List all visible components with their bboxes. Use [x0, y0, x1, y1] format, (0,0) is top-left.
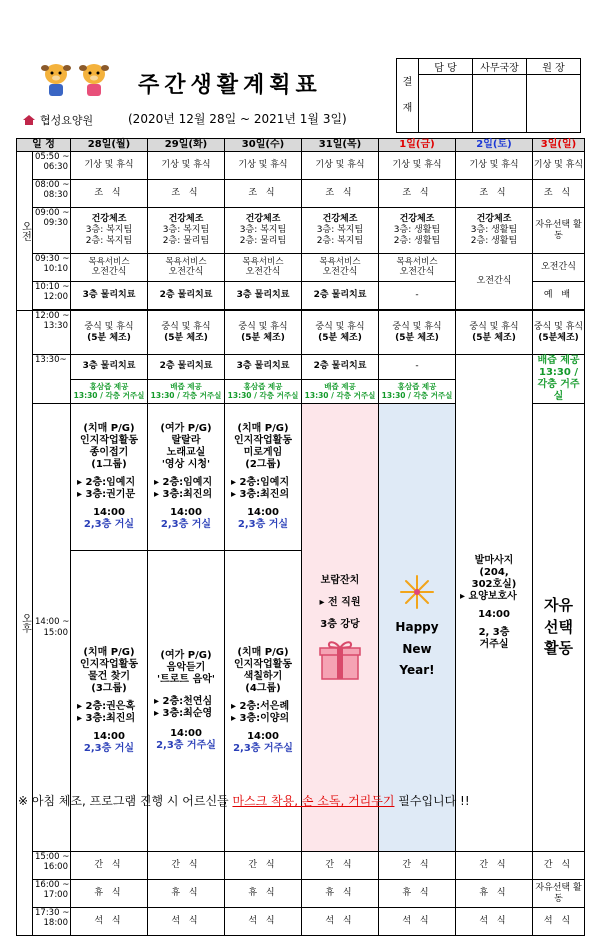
approval-role: 사무국장 [473, 59, 527, 75]
prog-line: 인지작업활동 [234, 659, 292, 670]
team-line: 2층: 복지팀 [316, 235, 364, 246]
prog-line: 물건 찾기 [87, 671, 131, 682]
time-start: 09:30 ~ [35, 254, 70, 264]
cell-program-fri [379, 404, 456, 852]
lunch-sub: (5분 체조) [164, 332, 208, 343]
prog-line: 종이접기 [89, 447, 129, 458]
cell-bath [302, 254, 379, 282]
time-slot [33, 180, 71, 208]
lunch-label: 중식 및 휴식 [161, 321, 211, 332]
prog-line: 발마사지 [474, 555, 514, 566]
team-line: 3층: 생활팀 [470, 225, 518, 236]
header-day: 28일(월) [71, 139, 148, 152]
cell-program-mon-a [71, 404, 148, 551]
cell-drink [302, 379, 379, 404]
prog-line: 노래교실 [166, 447, 206, 458]
cell-snack: 간 식 [379, 852, 456, 880]
time-slot [33, 908, 71, 936]
cell-foot-massage [456, 355, 533, 852]
prog-line: Year! [399, 663, 435, 678]
time-start: 10:10 ~ [35, 282, 70, 292]
prog-line: 인지작업활동 [234, 435, 292, 446]
drink-label: 배즙 제공 [170, 382, 202, 392]
drink-time: 13:30 / 각층 거주실 [227, 391, 299, 401]
prog-line: 14:00 [93, 507, 125, 518]
cell-drink [71, 379, 148, 404]
cell-snack: 간 식 [71, 852, 148, 880]
prog-line: 거주실 [479, 639, 509, 650]
section-pm [17, 311, 33, 936]
prog-line: 14:00 [170, 507, 202, 518]
prog-line: ▸ 2층:임예지 [154, 477, 213, 488]
lunch-sub: (5분 체조) [472, 332, 516, 343]
cell-dinner: 석 식 [225, 908, 302, 936]
prog-line: 302호실) [471, 579, 517, 590]
cell-lunch [379, 311, 456, 355]
cell-free-activity: 자유선택 활동 [533, 208, 585, 254]
cell-program-tue-a [148, 404, 225, 551]
cell-breakfast: 조 식 [302, 180, 379, 208]
lunch-sub: (5분체조) [538, 332, 579, 343]
time-slot [33, 852, 71, 880]
lunch-label: 중식 및 휴식 [315, 321, 365, 332]
cell-snack: 간 식 [225, 852, 302, 880]
cell-dinner: 석 식 [302, 908, 379, 936]
prog-line: 14:00 [93, 731, 125, 742]
cell-breakfast: 조 식 [533, 180, 585, 208]
cell-breakfast: 조 식 [148, 180, 225, 208]
time-start: 14:00 ~ [35, 617, 70, 628]
health-label: 건강체조 [168, 214, 204, 225]
cell-snack: 간 식 [456, 852, 533, 880]
section-am [17, 152, 33, 311]
period-text: (2020년 12월 28일 ~ 2021년 1월 3일) [128, 112, 347, 126]
cell-breakfast: 조 식 [379, 180, 456, 208]
prog-line: ▸ 2층:천연심 [154, 696, 213, 707]
prog-line: 14:00 [247, 731, 279, 742]
cell-bath [379, 254, 456, 282]
time-start: 15:00 ~ [35, 852, 70, 862]
team-line: 2층: 생활팀 [470, 235, 518, 246]
prog-line: Happy [395, 620, 439, 635]
approval-sign-cell [527, 75, 581, 133]
weekly-schedule-table [16, 138, 585, 936]
prog-line: (여가 P/G) [160, 650, 212, 661]
prog-line: 음악듣기 [166, 662, 206, 673]
lunch-label: 중식 및 휴식 [238, 321, 288, 332]
cell-wake: 기상 및 휴식 [533, 152, 585, 180]
footer-highlight: 마스크 착용, 손 소독, 거리두기 [232, 794, 395, 808]
prog-line: 인지작업활동 [80, 435, 138, 446]
cell-program-thu [302, 404, 379, 852]
cell-lunch [71, 311, 148, 355]
prog-line: 2, 3층 [478, 627, 510, 638]
cell-snack: 간 식 [302, 852, 379, 880]
header-day: 30일(수) [225, 139, 302, 152]
prog-place: 2,3층 거실 [160, 519, 212, 530]
bath-label: 목욕서비스 [88, 257, 130, 267]
time-end: 17:00 [43, 890, 68, 901]
prog-line: (치매 P/G) [237, 423, 289, 434]
prog-line: '영상 시청' [161, 459, 211, 470]
prog-line: ▸ 2층:임예지 [77, 477, 136, 488]
header-day-holiday: 1일(금) [379, 139, 456, 152]
cell-breakfast: 조 식 [456, 180, 533, 208]
cell-pt: 3층 물리치료 [71, 355, 148, 380]
approval-side-top: 결 [402, 76, 413, 88]
bath-label: 목욕서비스 [319, 257, 361, 267]
house-icon [22, 114, 36, 126]
approval-side-label [397, 59, 419, 133]
prog-line: (1그룹) [91, 459, 127, 470]
prog-line: ▸ 전 직원 [319, 596, 361, 608]
team-line: 2층: 물리팀 [239, 235, 287, 246]
time-slot [33, 282, 71, 310]
time-slot [33, 254, 71, 282]
lunch-label: 중식 및 휴식 [84, 321, 134, 332]
drink-label: 홍삼즙 제공 [89, 382, 129, 392]
prog-line: 자유 [544, 595, 573, 614]
section-am-label: 오전 [19, 221, 31, 241]
prog-line: 인지작업활동 [80, 659, 138, 670]
time-start: 17:30 ~ [35, 908, 70, 918]
time-end: 18:00 [43, 918, 68, 929]
prog-line: ▸ 3층:최진의 [154, 489, 213, 500]
cell-breakfast: 조 식 [225, 180, 302, 208]
drink-time: 13:30 / 각층 거주실 [381, 391, 453, 401]
prog-place: 2,3층 거주실 [156, 740, 216, 751]
cell-bath [71, 254, 148, 282]
cell-pt: 3층 물리치료 [225, 355, 302, 380]
approval-role: 담 당 [419, 59, 473, 75]
prog-line: 색칠하기 [243, 671, 283, 682]
team-line: 3층: 복지팀 [239, 225, 287, 236]
prog-line: (여가 P/G) [160, 423, 212, 434]
time-start: 08:00 ~ [35, 180, 70, 190]
prog-line: ▸ 3층:이양의 [231, 713, 290, 724]
time-slot [33, 404, 71, 852]
prog-line: 14:00 [170, 728, 202, 739]
cell-lunch [456, 311, 533, 355]
footer-suffix: 필수입니다 !! [394, 794, 470, 808]
drink-time: 13:30 / 각층 거주실 [150, 391, 222, 401]
prog-line: 14:00 [478, 609, 510, 620]
cell-health [456, 208, 533, 254]
approval-sign-cell [419, 75, 473, 133]
cell-pt: 2층 물리치료 [148, 355, 225, 380]
snack-am-label: 오전간식 [168, 267, 204, 278]
prog-line: 선택 [544, 617, 573, 636]
bath-label: 목욕서비스 [242, 257, 284, 267]
time-start: 16:00 ~ [35, 880, 70, 890]
health-label: 건강체조 [476, 214, 512, 225]
cell-breakfast: 조 식 [71, 180, 148, 208]
cell-dinner: 석 식 [71, 908, 148, 936]
health-label: 건강체조 [399, 214, 435, 225]
cell-lunch [148, 311, 225, 355]
health-label: 건강체조 [245, 214, 281, 225]
prog-line: (4그룹) [245, 683, 281, 694]
org-label: 협성요양원 [40, 114, 94, 127]
prog-line: 미로게임 [243, 447, 283, 458]
team-line: 3층: 복지팀 [162, 225, 210, 236]
drink-time: 13:30 / 각층 거주실 [304, 391, 376, 401]
cell-rest: 휴 식 [379, 880, 456, 908]
cell-rest: 휴 식 [71, 880, 148, 908]
drink-label: 홍삼즙 제공 [243, 382, 283, 392]
lunch-sub: (5분 체조) [318, 332, 362, 343]
cell-lunch [533, 311, 585, 355]
time-end: 08:30 [43, 190, 68, 201]
footer-prefix: ※ 아침 체조, 프로그램 진행 시 어르신들 [18, 794, 233, 808]
cell-wake: 기상 및 휴식 [71, 152, 148, 180]
approval-sign-cell [473, 75, 527, 133]
footer-notice [18, 792, 470, 809]
cell-drink [225, 379, 302, 404]
prog-line: (3그룹) [91, 683, 127, 694]
section-pm-label: 오후 [19, 613, 31, 633]
page-title: 주간생활계획표 [138, 73, 322, 98]
prog-line: ▸ 2층:권은혹 [77, 701, 136, 712]
prog-line: '트로트 음악' [157, 674, 215, 685]
header-schedule: 일 정 [17, 139, 71, 152]
prog-line: (치매 P/G) [83, 423, 135, 434]
header-day: 31일(목) [302, 139, 379, 152]
snack-am-label: 오전간식 [322, 267, 358, 278]
cell-pt: 2층 물리치료 [302, 282, 379, 310]
bath-label: 목욕서비스 [165, 257, 207, 267]
snack-am-label: 오전간식 [399, 267, 435, 278]
cell-rest: 휴 식 [225, 880, 302, 908]
time-start: 12:00 ~ [35, 311, 70, 321]
drink-label: 배즙 제공 [324, 382, 356, 392]
lunch-sub: (5분 체조) [87, 332, 131, 343]
cell-drink [379, 379, 456, 404]
cell-program-sun [533, 404, 585, 852]
cell-empty: - [379, 355, 456, 380]
prog-line: 보람잔치 [320, 574, 360, 586]
drink-time: 13:30 / 각층 거주실 [73, 391, 145, 401]
cell-wake: 기상 및 휴식 [148, 152, 225, 180]
time-end: 13:30 [43, 321, 68, 332]
cell-dinner: 석 식 [148, 908, 225, 936]
drink-label: 홍삼즙 제공 [397, 382, 437, 392]
time-end: 09:30 [43, 218, 68, 229]
cell-dinner: 석 식 [379, 908, 456, 936]
cell-drink [148, 379, 225, 404]
time-slot [33, 208, 71, 254]
cell-health [71, 208, 148, 254]
time-end: 06:30 [43, 162, 68, 173]
prog-line: New [402, 641, 432, 656]
header-day: 29일(화) [148, 139, 225, 152]
mascot-logo-icon [36, 58, 116, 98]
time-slot [33, 311, 71, 355]
cell-bath [225, 254, 302, 282]
cell-rest: 휴 식 [148, 880, 225, 908]
prog-line: (치매 P/G) [83, 647, 135, 658]
gift-icon [316, 637, 364, 681]
cell-pt: 3층 물리치료 [225, 282, 302, 310]
header-day-sunday: 3일(일) [533, 139, 585, 152]
health-label: 건강체조 [322, 214, 358, 225]
cell-rest: 휴 식 [302, 880, 379, 908]
cell-snack: 간 식 [533, 852, 585, 880]
prog-line: 활동 [544, 639, 573, 658]
cell-dinner: 석 식 [533, 908, 585, 936]
lunch-label: 중식 및 휴식 [392, 321, 442, 332]
health-label: 건강체조 [91, 214, 127, 225]
cell-snack: 간 식 [148, 852, 225, 880]
prog-line: ▸ 3층:최진의 [231, 489, 290, 500]
cell-lunch [225, 311, 302, 355]
prog-line: ▸ 3층:권기문 [77, 489, 136, 500]
cell-pt: 3층 물리치료 [71, 282, 148, 310]
prog-line: (치매 P/G) [237, 647, 289, 658]
cell-empty: - [379, 282, 456, 310]
bath-label: 목욕서비스 [396, 257, 438, 267]
cell-dinner: 석 식 [456, 908, 533, 936]
team-line: 3층: 생활팀 [393, 225, 441, 236]
team-line: 2층: 복지팀 [85, 235, 133, 246]
approval-box [396, 58, 581, 133]
team-line: 3층: 복지팀 [85, 225, 133, 236]
approval-role: 원 장 [527, 59, 581, 75]
prog-place: 2,3층 거실 [237, 519, 289, 530]
page-header [0, 0, 600, 135]
time-start: 05:50 ~ [35, 152, 70, 162]
cell-program-wed-a [225, 404, 302, 551]
firework-icon [398, 573, 436, 611]
cell-lunch [302, 311, 379, 355]
header-day-saturday: 2일(토) [456, 139, 533, 152]
prog-line: (204, [479, 567, 509, 578]
time-end: 10:10 [43, 264, 68, 275]
time-slot [33, 152, 71, 180]
cell-health [379, 208, 456, 254]
time-start: 09:00 ~ [35, 208, 70, 218]
team-line: 2층: 물리팀 [162, 235, 210, 246]
time-end: 16:00 [43, 862, 68, 873]
prog-line: 랄랄라 [171, 435, 201, 446]
cell-wake: 기상 및 휴식 [225, 152, 302, 180]
lunch-sub: (5분 체조) [395, 332, 439, 343]
team-line: 3층: 복지팀 [316, 225, 364, 236]
time-end: 15:00 [43, 627, 68, 638]
cell-wake: 기상 및 휴식 [456, 152, 533, 180]
cell-wake: 기상 및 휴식 [379, 152, 456, 180]
cell-pt: 2층 물리치료 [302, 355, 379, 380]
prog-line: ▸ 3층:최진의 [77, 713, 136, 724]
snack-am-label: 오전간식 [245, 267, 281, 278]
time-slot [33, 355, 71, 404]
prog-line: (2그룹) [245, 459, 281, 470]
prog-place: 2,3층 거실 [83, 743, 135, 754]
org-name [22, 112, 93, 128]
lunch-label: 중식 및 휴식 [469, 321, 519, 332]
lunch-label: 중식 및 휴식 [533, 321, 584, 332]
snack-am-label: 오전간식 [91, 267, 127, 278]
prog-line: ▸ 2층:임예지 [231, 477, 290, 488]
cell-health [225, 208, 302, 254]
cell-sun-drink: 배즙 제공 13:30 / 각층 거주실 [533, 355, 585, 404]
prog-line: 14:00 [247, 507, 279, 518]
cell-free-activity: 자유선택 활동 [533, 880, 585, 908]
cell-pt: 2층 물리치료 [148, 282, 225, 310]
cell-worship: 예 배 [533, 282, 585, 310]
time-start: 13:30~ [35, 355, 67, 365]
cell-health [302, 208, 379, 254]
cell-snack-am: 오전간식 [533, 254, 585, 282]
cell-wake: 기상 및 휴식 [302, 152, 379, 180]
lunch-sub: (5분 체조) [241, 332, 285, 343]
cell-bath [148, 254, 225, 282]
cell-snack-am: 오전간식 [456, 254, 533, 310]
time-slot [33, 880, 71, 908]
prog-line: 3층 강당 [320, 618, 360, 630]
prog-place: 2,3층 거실 [83, 519, 135, 530]
cell-health [148, 208, 225, 254]
prog-place: 2,3층 거주실 [233, 743, 293, 754]
prog-line: ▸ 2층:서은례 [231, 701, 290, 712]
team-line: 2층: 생활팀 [393, 235, 441, 246]
time-end: 12:00 [43, 292, 68, 303]
cell-rest: 휴 식 [456, 880, 533, 908]
prog-line: ▸ 요양보호사 [460, 591, 517, 602]
prog-line: ▸ 3층:최순영 [154, 708, 213, 719]
approval-side-bottom: 재 [402, 102, 413, 114]
